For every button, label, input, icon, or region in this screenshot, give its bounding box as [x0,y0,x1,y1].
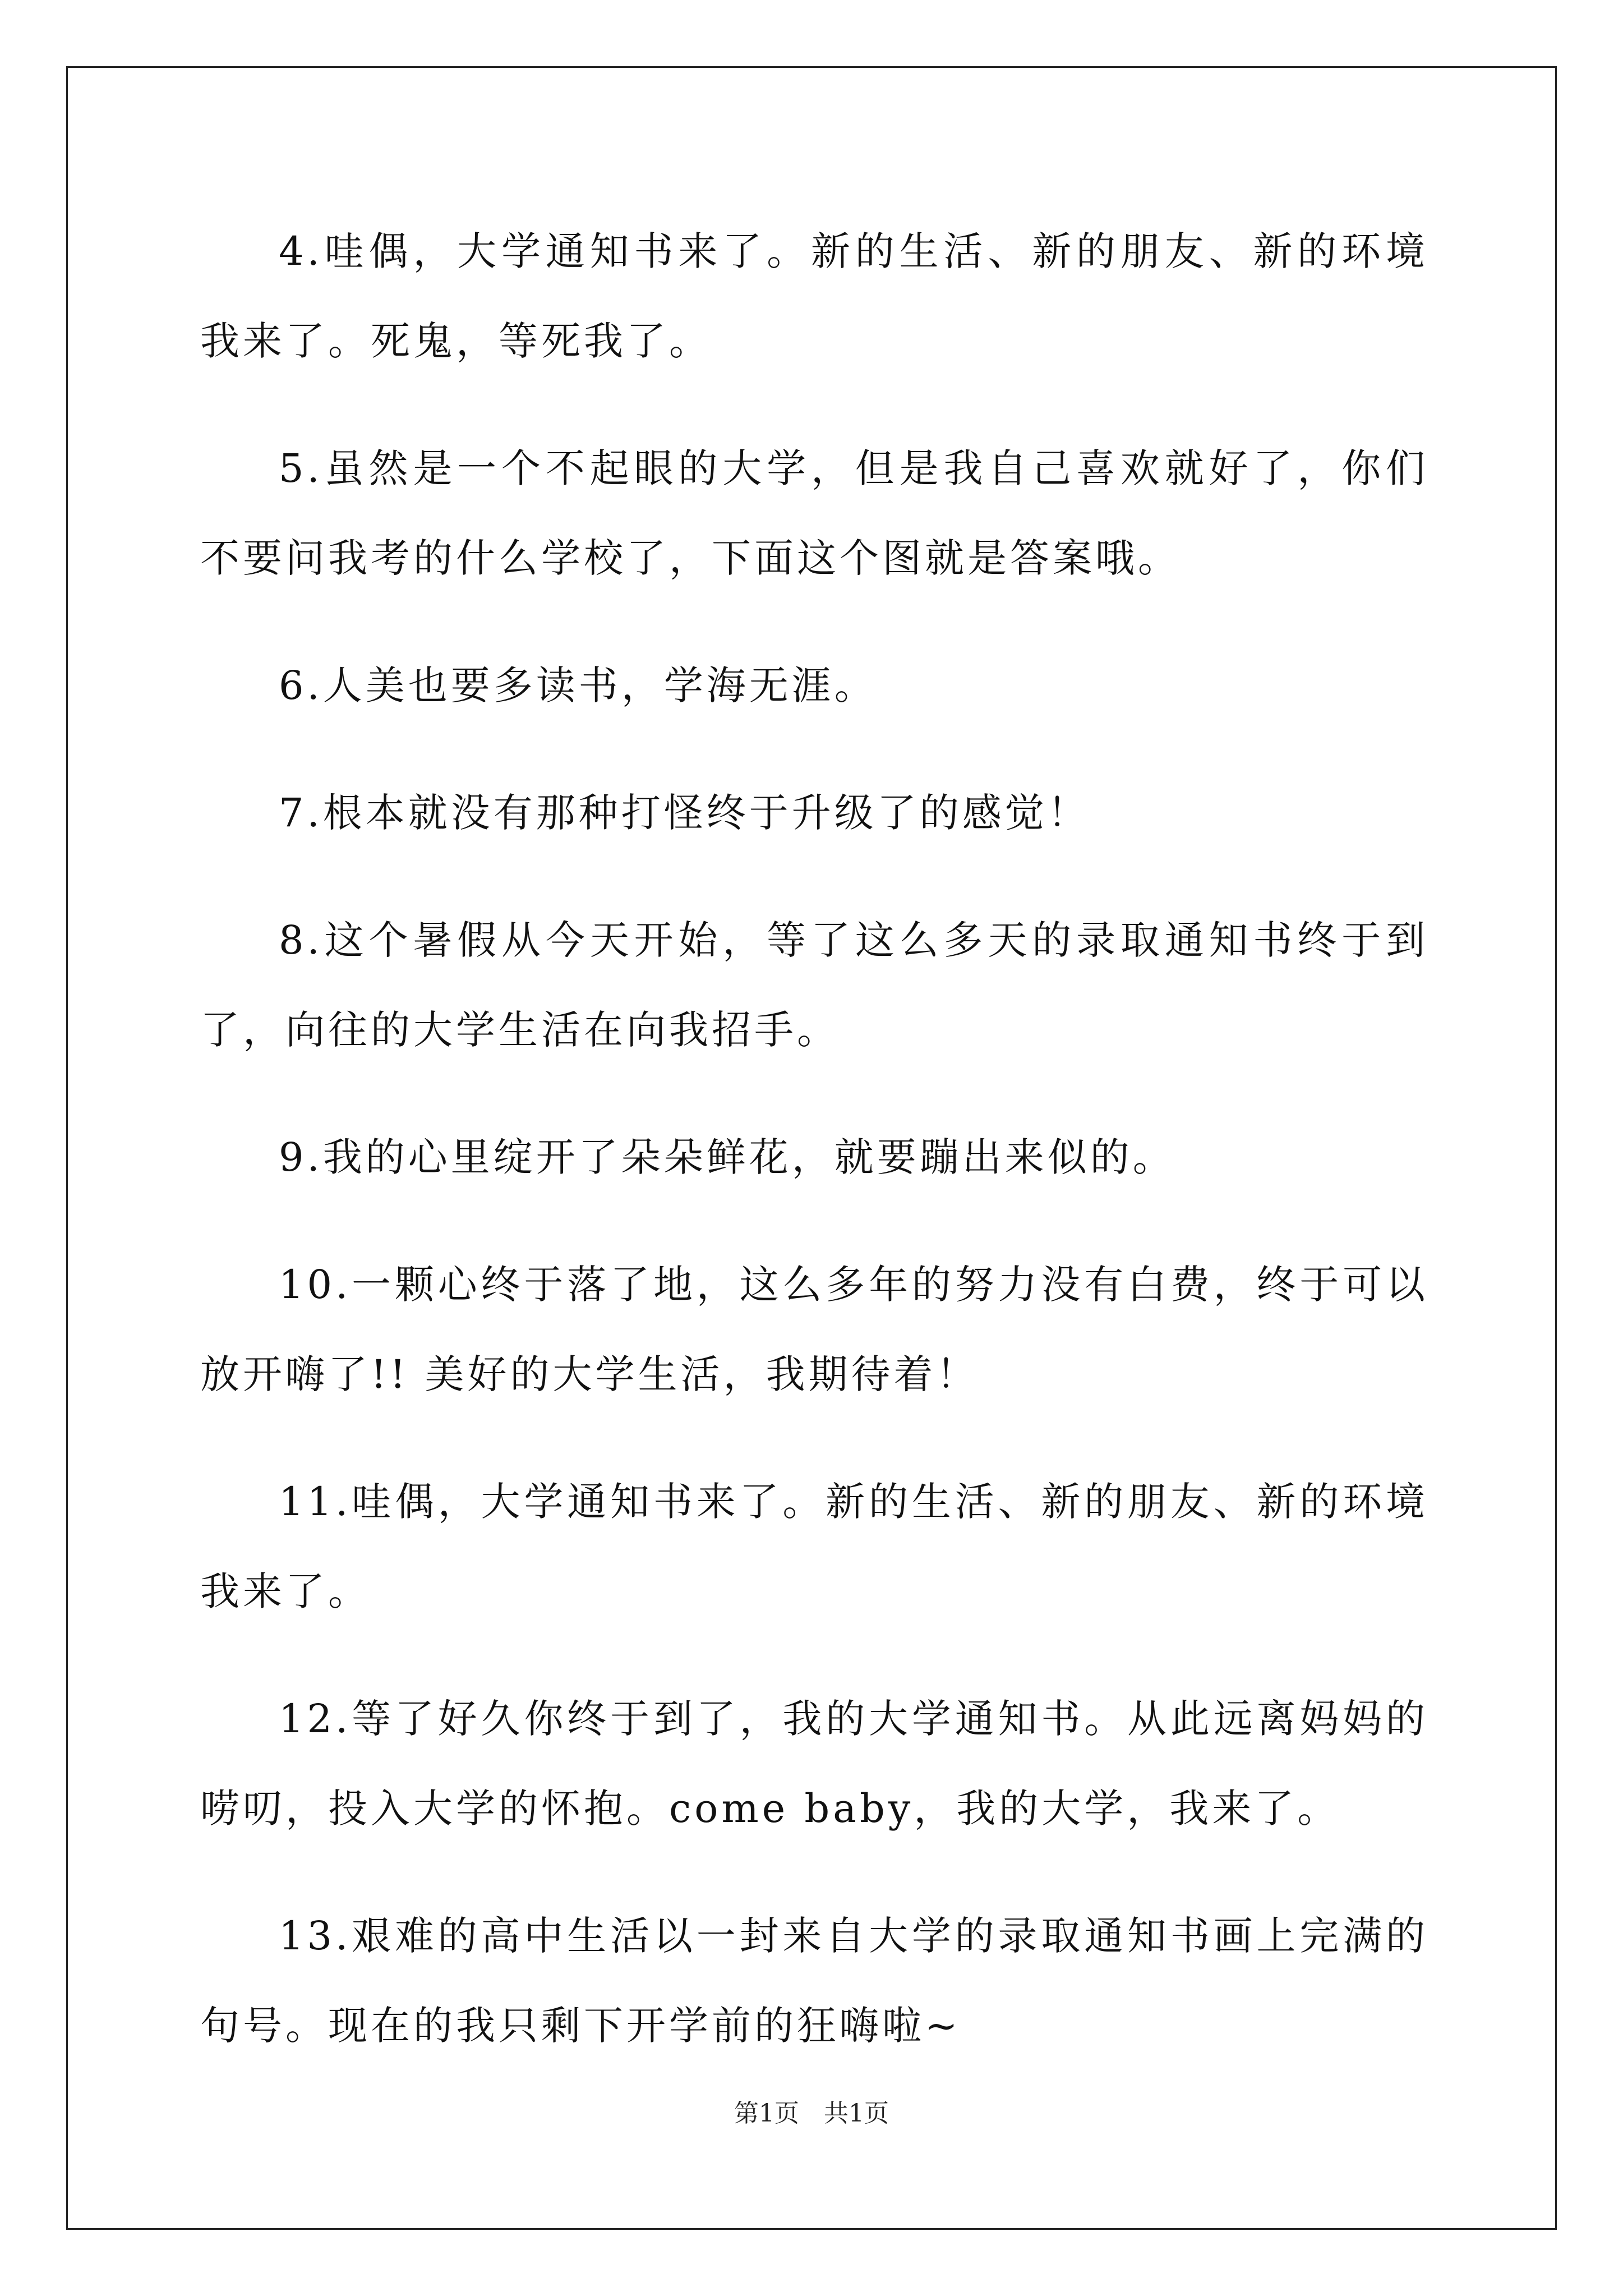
paragraph: 9.我的心里绽开了朵朵鲜花，就要蹦出来似的。 [279,1134,1175,1180]
paragraph: 13.艰难的高中生活以一封来自大学的录取通知书画上完满的句号。现在的我只剩下开学前的狂嗨啦~ [200,1913,1428,2049]
document-body [200,206,1428,2108]
page-footer [0,2097,1623,2131]
paragraph: 11.哇偶，大学通知书来了。新的生活、新的朋友、新的环境我来了。 [200,1479,1428,1614]
paragraph: 4.哇偶，大学通知书来了。新的生活、新的朋友、新的环境我来了。死鬼，等死我了。 [200,228,1428,364]
paragraph: 5.虽然是一个不起眼的大学，但是我自己喜欢就好了，你们不要问我考的什么学校了，下面这个图就是答案哦。 [200,445,1428,581]
paragraph: 6.人美也要多读书，学海无涯。 [279,662,877,708]
paragraph: 12.等了好久你终于到了，我的大学通知书。从此远离妈妈的唠叨，投入大学的怀抱。come baby，我的大学，我来了。 [200,1696,1428,1832]
paragraph: 8.这个暑假从今天开始，等了这么多天的录取通知书终于到了，向往的大学生活在向我招手。 [200,917,1428,1053]
paragraph: 7.根本就没有那种打怪终于升级了的感觉！ [279,790,1090,836]
paragraph: 10.一颗心终于落了地，这么多年的努力没有白费，终于可以放开嗨了!! 美好的大学生活，我期待着！ [200,1262,1428,1397]
page-number: 第1页 共1页 [734,2099,889,2128]
